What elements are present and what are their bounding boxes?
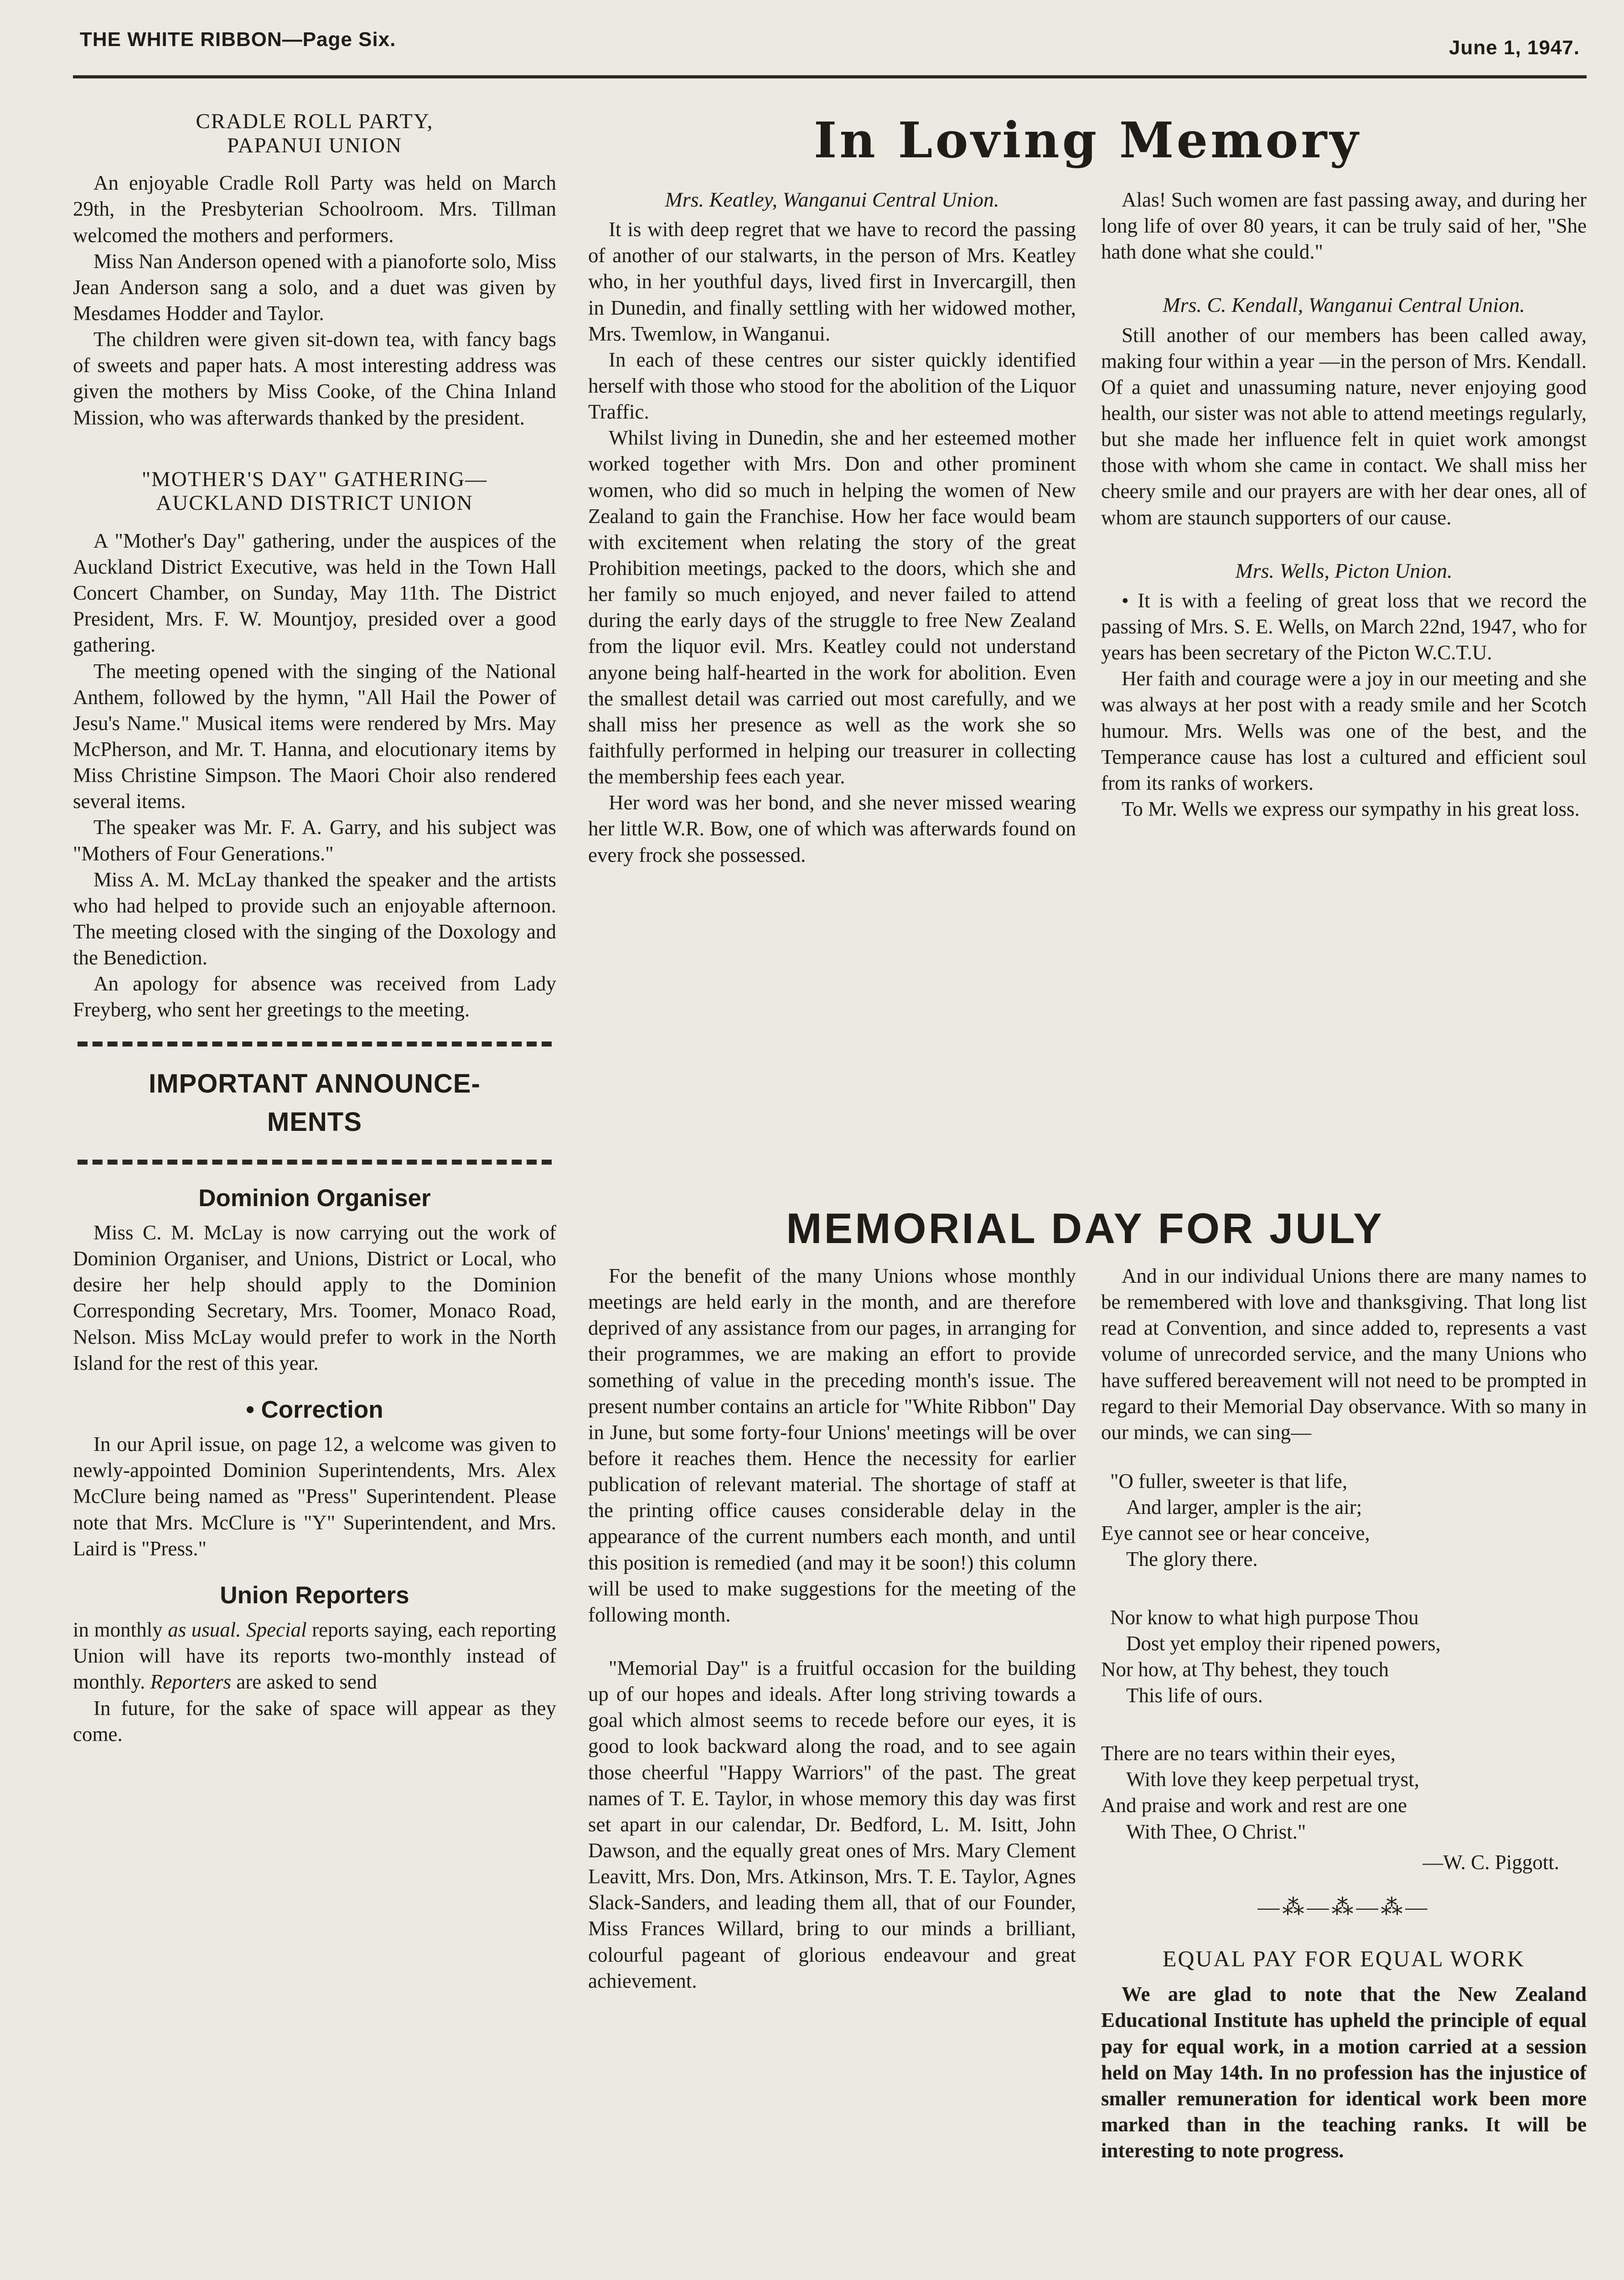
correction-text: In our April issue, on page 12, a welcome was given to newly-appointed Dominion Superintendents, Mrs. Alex McClure being named as "Press" Superintendent. Please note that Mrs. McClure is "Y" Superintendent, and Mrs. Laird is "Press." <box>73 1433 556 1560</box>
poem-stanza: There are no tears within their eyes, With love they keep perpetual tryst, And praise and work and rest are one With Thee, O Christ." <box>1101 1742 1419 1843</box>
wells-heading: Mrs. Wells, Picton Union. <box>1235 559 1453 582</box>
dashed-divider <box>78 1042 552 1047</box>
column-middle-upper <box>588 187 1076 868</box>
column-left <box>73 109 556 1747</box>
poem-stanza: Nor know to what high purpose Thou Dost yet employ their ripened powers, Nor how, at Thy behest, they touch This life of ours. <box>1101 1606 1441 1707</box>
memorial-day-title: MEMORIAL DAY FOR JULY <box>786 1204 1384 1252</box>
union-reporters-text-2: In future, for the sake of space will appear as they come. <box>73 1696 556 1746</box>
column-right-upper <box>1101 187 1587 822</box>
poem-attribution: —W. C. Piggott. <box>1422 1850 1559 1874</box>
mothers-day-para: The meeting opened with the singing of the National Anthem, followed by the hymn, "All Hail the Power of Jesu's Name." Musical items were rendered by Mrs. May McPherson, and Mr. T. Hanna, and elocutionary items by Miss Christine Simpson. The Maori Choir also rendered several items. <box>73 659 556 813</box>
in-loving-memory-title: In Loving Memory <box>813 112 1361 169</box>
dominion-organiser-heading: Dominion Organiser <box>198 1184 431 1212</box>
kendall-heading: Mrs. C. Kendall, Wanganui Central Union. <box>1163 293 1525 317</box>
cradle-para: An enjoyable Cradle Roll Party was held on March 29th, in the Presbyterian Schoolroom. Mrs. Tillman welcomed the mothers and performers. <box>73 171 556 247</box>
memorial-day-intro: And in our individual Unions there are many names to be remembered with love and thanksgiving. That long list read at Convention, and since added to, represents a vast volume of unrecorded service, and the many Unions who have suffered bereavement will not need to be prompted in regard to their Memorial Day observance. With so many in our minds, we can sing— <box>1101 1264 1587 1444</box>
header-rule <box>73 75 1587 78</box>
alas-para: Alas! Such women are fast passing away, and during her long life of over 80 years, it can be truly said of her, "She hath done what she could." <box>1101 188 1587 264</box>
page-header <box>80 28 1580 60</box>
mothers-day-para: An apology for absence was received from Lady Freyberg, who sent her greetings to the meeting. <box>73 972 556 1021</box>
dashed-divider <box>78 1160 552 1165</box>
union-reporters-heading: Union Reporters <box>220 1581 409 1609</box>
union-reporters-text: in monthly as usual. Special reports saying, each reporting Union will have its reports two-monthly instead of monthly. Reporters are asked to send <box>73 1618 557 1694</box>
poem-stanza: "O fuller, sweeter is that life, And larger, ampler is the air; Eye cannot see or hear conceive, The glory there. <box>1101 1469 1370 1571</box>
mothers-day-para: The speaker was Mr. F. A. Garry, and his subject was "Mothers of Four Generations." <box>73 816 556 865</box>
wells-para: To Mr. Wells we express our sympathy in his great loss. <box>1122 798 1580 821</box>
wells-para: Her faith and courage were a joy in our meeting and she was always at her post with a ready smile and her Scotch humour. Mrs. Wells was one of the best, and the Temperance cause has lost a cultured and efficient soul from its ranks of workers. <box>1101 667 1587 794</box>
equal-pay-heading: EQUAL PAY FOR EQUAL WORK <box>1162 1945 1526 1971</box>
dominion-organiser-text: Miss C. M. McLay is now carrying out the work of Dominion Organiser, and Unions, District or Local, who desire her help should apply to the Dominion Corresponding Secretary, Mrs. Toomer, Monaco Road, Nelson. Miss McLay would prefer to work in the North Island for the rest of this year. <box>73 1221 556 1374</box>
column-right-lower <box>1101 1263 1587 2164</box>
keatley-para: It is with deep regret that we have to record the passing of another of our stalwarts, in the person of Mrs. Keatley who, in her youthful days, lived first in Invercargill, then in Dunedin, and finally settling with her widowed mother, Mrs. Twemlow, in Wanganui. <box>588 218 1076 345</box>
equal-pay-para: We are glad to note that the New Zealand Educational Institute has upheld the principle of equal pay for equal work, in a motion carried at a session held on May 14th. In no profession has the injustice of smaller remuneration for identical work been more marked than in the teaching ranks. It will be interesting to note progress. <box>1101 1983 1587 2162</box>
cradle-para: The children were given sit-down tea, with fancy bags of sweets and paper hats. A most interesting address was given the mothers by Miss Cooke, of the China Inland Mission, who was afterwards thanked by the president. <box>73 328 556 429</box>
mothers-day-para: Miss A. M. McLay thanked the speaker and the artists who had helped to provide such an enjoyable afternoon. The meeting closed with the singing of the Doxology and the Benediction. <box>73 868 556 969</box>
cradle-roll-heading: CRADLE ROLL PARTY, PAPANUI UNION <box>196 109 434 157</box>
cradle-para: Miss Nan Anderson opened with a pianoforte solo, Miss Jean Anderson sang a solo, and a duet was given by Mesdames Hodder and Taylor. <box>73 249 556 325</box>
publication-title: THE WHITE RIBBON—Page Six. <box>80 28 396 51</box>
memorial-day-para: "Memorial Day" is a fruitful occasion for the building up of our hopes and ideals. After long striving towards a goal which almost seems to recede before our eyes, it is good to look backward along the road, and to see again those cheerful "Happy Warriors" of the past. The great names of T. E. Taylor, in whose memory this day was first set apart in our calendar, Dr. Bedford, L. M. Isitt, John Dawson, and the equally great ones of Mrs. Mary Clement Leavitt, Mrs. Don, Mrs. Atkinson, Mrs. T. E. Taylor, Agnes Slack-Sanders, and leading them all, that of our Founder, Miss Frances Willard, bring to our minds a brilliant, colourful pageant of glorious endeavour and great achievement. <box>588 1656 1076 1992</box>
keatley-para: In each of these centres our sister quickly identified herself with those who stood for the abolition of the Liquor Traffic. <box>588 348 1076 424</box>
column-middle-lower <box>588 1263 1076 1994</box>
issue-date: June 1, 1947. <box>1449 36 1580 59</box>
wells-para: • It is with a feeling of great loss that we record the passing of Mrs. S. E. Wells, on March 22nd, 1947, who for years has been secretary of the Picton W.C.T.U. <box>1101 589 1587 664</box>
correction-heading: • Correction <box>246 1396 383 1423</box>
keatley-heading: Mrs. Keatley, Wanganui Central Union. <box>665 188 999 211</box>
kendall-para: Still another of our members has been called away, making four within a year —in the person of Mrs. Kendall. Of a quiet and unassuming nature, never enjoying good health, our sister was not able to attend meetings regularly, but she made her influence felt in quiet work amongst those with whom she came in contact. We shall miss her cheery smile and our prayers are with her dear ones, all of whom are staunch supporters of our cause. <box>1101 323 1587 529</box>
announcements-heading: IMPORTANT ANNOUNCE- MENTS <box>149 1068 481 1137</box>
keatley-para: Whilst living in Dunedin, she and her esteemed mother worked together with Mrs. Don and other prominent women, who did so much in helping the women of New Zealand to gain the Franchise. How her face would beam with excitement when relating the story of the great Prohibition meetings, packed to the doors, which she and her family so much enjoyed, and never failed to attend during the early days of the struggle to free New Zealand from the liquor evil. Mrs. Keatley could not understand anyone being half-hearted in the work for abolition. Even the smallest detail was carried out most carefully, and we shall miss her presence as well as the work she so faithfully performed in helping our treasurer in collecting the membership fees each year. <box>588 426 1076 788</box>
memorial-day-para: For the benefit of the many Unions whose monthly meetings are held early in the month, and are therefore deprived of any assistance from our pages, in arranging for their programmes, we are making an effort to provide something of value in the preceding month's issue. The present number contains an article for "White Ribbon" Day in June, but some forty-four Unions' meetings will be over before it reaches them. Hence the necessity for earlier publication of relevant material. The shortage of staff at the printing office causes considerable delay in the appearance of the current numbers each month, and until this position is remedied (and may it be soon!) this column will be used to make suggestions for the meeting of the following month. <box>588 1264 1076 1626</box>
mothers-day-heading: "MOTHER'S DAY" GATHERING— AUCKLAND DISTRICT UNION <box>141 467 488 515</box>
poem <box>1101 1468 1587 1845</box>
mothers-day-para: A "Mother's Day" gathering, under the auspices of the Auckland District Executive, was held in the Town Hall Concert Chamber, on Sunday, May 11th. The District President, Mrs. F. W. Mountjoy, presided over a good gathering. <box>73 529 556 657</box>
ornament-divider: —⁂—⁂—⁂— <box>1257 1895 1430 1919</box>
keatley-para: Her word was her bond, and she never missed wearing her little W.R. Bow, one of which was afterwards found on every frock she possessed. <box>588 791 1076 866</box>
